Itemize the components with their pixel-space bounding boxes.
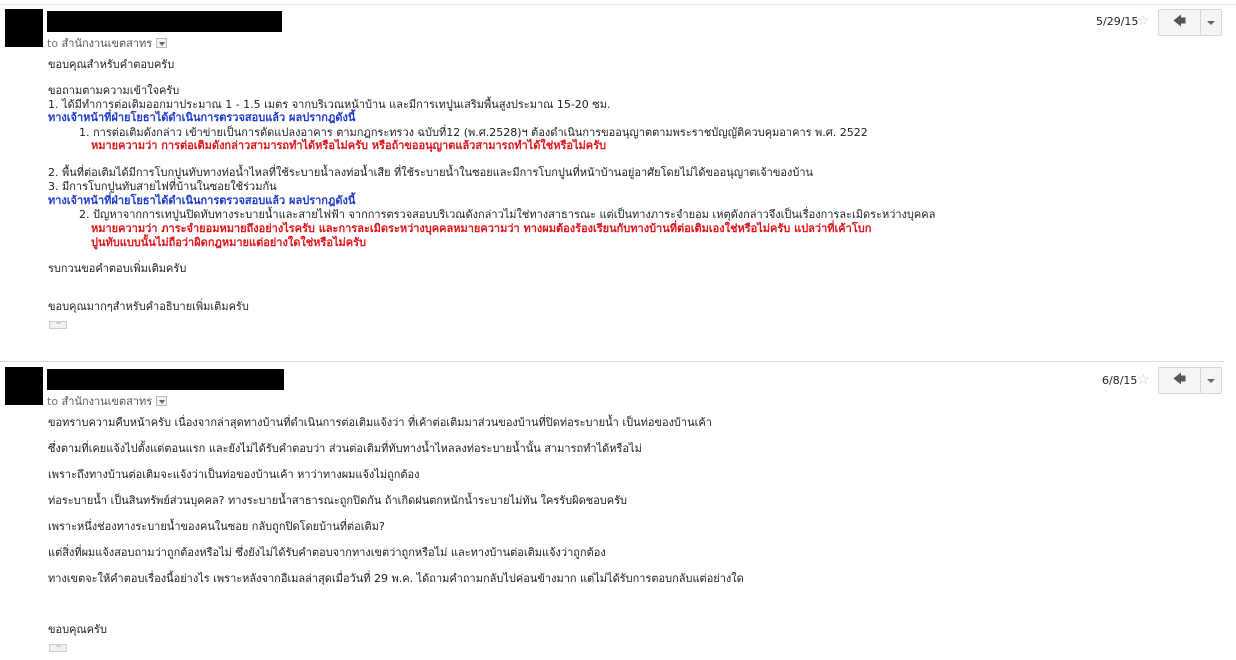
question-highlight-red: ปูนทับแบบนั้นไม่ถือว่าผิดกฎหมายแต่อย่างใดใช่หรือไม่ครับ (91, 236, 366, 249)
body-line: ขอบคุณสำหรับคำตอบครับ (48, 58, 175, 71)
top-border (0, 4, 1236, 5)
show-trimmed-content-button[interactable]: ··· (49, 644, 67, 652)
reply-arrow-icon: 🡄 (1172, 371, 1187, 387)
star-icon[interactable]: ☆ (1137, 13, 1150, 29)
message-date: 6/8/15 (1102, 374, 1138, 387)
question-highlight-red: หมายความว่า การต่อเติมดังกล่าวสามารถทำได้หรือไม่ครับ หรือถ้าขออนุญาตแล้วสามารถทำได้ใช่หรือไม่ครับ (91, 139, 606, 152)
reply-arrow-icon: 🡄 (1172, 13, 1187, 29)
body-line: เพราะถึงทางบ้านต่อเติมจะแจ้งว่าเป็นท่อของบ้านเค้า หาว่าทางผมแจ้งไม่ถูกต้อง (48, 468, 420, 481)
chevron-down-icon (1207, 21, 1215, 25)
message-divider (0, 361, 1224, 362)
reply-button[interactable] (1158, 9, 1201, 36)
message-date: 5/29/15 (1096, 15, 1139, 28)
body-line: ขอบคุณมากๆสำหรับคำอธิบายเพิ่มเติมครับ (48, 300, 249, 313)
to-label: to (47, 395, 59, 408)
recipient-name: สำนักงานเขตสาทร (61, 395, 153, 408)
star-icon[interactable]: ☆ (1137, 372, 1150, 388)
reply-highlight-blue: ทางเจ้าหน้าที่ฝ่ายโยธาได้ดำเนินการตรวจสอบแล้ว ผลปรากฎดังนี้ (48, 111, 356, 124)
body-line: 2. พื้นที่ต่อเติมได้มีการโบกปูนทับทางท่อน้ำไหลที่ใช้ระบายน้ำลงท่อน้ำเสีย ที่ใช้ระบายน้ำในซอยและมีการโบกปูนที่หน้าบ้านอยู่อาศัยโดยไม่ได้ขออนุญาตเจ้าของบ้าน (48, 166, 814, 179)
chevron-down-icon (1207, 379, 1215, 383)
body-line: เพราะหนึ่งช่องทางระบายน้ำของคนในซอย กลับถูกปิดโดยบ้านที่ต่อเติม? (48, 520, 385, 533)
sender-avatar (5, 9, 43, 47)
body-line: รบกวนขอคำตอบเพิ่มเติมครับ (48, 262, 187, 275)
show-trimmed-content-button[interactable]: ··· (49, 321, 67, 329)
body-line: แต่สิ่งที่ผมแจ้งสอบถามว่าถูกต้องหรือไม่ ซึ่งยังไม่ได้รับคำตอบจากทางเขตว่าถูกหรือไม่ และทางบ้านต่อเติมแจ้งว่าถูกต้อง (48, 546, 606, 559)
body-line: ทางเขตจะให้คำตอบเรื่องนี้อย่างไร เพราะหลังจากอีเมลล่าสุดเมื่อวันที่ 29 พ.ค. ได้ถามคำถามกลับไปค่อนข้างมาก แต่ไม่ได้รับการตอบกลับแต่อย่างใด (48, 572, 744, 585)
body-line: ขอถามตามความเข้าใจครับ (48, 84, 180, 97)
more-options-button[interactable] (1201, 9, 1222, 36)
body-line: 2. ปัญหาจากการเทปูนปิดทับทางระบายน้ำและสายไฟฟ้า จากการตรวจสอบบริเวณดังกล่าวไม่ใช่ทางสาธารณะ แต่เป็นทางภาระจำยอม เหตุดังกล่าวจึงเป็นเรื่องการละเมิดระหว่างบุคคล (79, 208, 936, 221)
recipient-details-dropdown-icon[interactable] (156, 396, 167, 406)
sender-avatar (5, 367, 43, 405)
reply-button[interactable] (1158, 367, 1201, 394)
redacted-sender-name (47, 11, 282, 32)
body-line: ท่อระบายน้ำ เป็นสินทรัพย์ส่วนบุคคล? ทางระบายน้ำสาธารณะถูกปิดกัน ถ้าเกิดฝนตกหนักน้ำระบายไม่ทัน ใครรับผิดชอบครับ (48, 494, 628, 507)
recipient-line[interactable] (47, 392, 167, 410)
to-label: to (47, 37, 59, 50)
reply-highlight-blue: ทางเจ้าหน้าที่ฝ่ายโยธาได้ดำเนินการตรวจสอบแล้ว ผลปรากฎดังนี้ (48, 194, 356, 207)
question-highlight-red: หมายความว่า ภาระจำยอมหมายถึงอย่างไรครับ และการละเมิดระหว่างบุคคลหมายความว่า ทางผมต้องร้องเรียนกับทางบ้านที่ต่อเติมเองใช่หรือไม่ครับ แปลว่าที่เค้าโบก (91, 222, 872, 235)
body-line: 1. ได้มีทำการต่อเติมออกมาประมาณ 1 - 1.5 เมตร จากบริเวณหน้าบ้าน และมีการเทปูนเสริมพื้นสูงประมาณ 15-20 ซม. (48, 98, 611, 111)
body-line: 1. การต่อเติมดังกล่าว เข้าข่ายเป็นการดัดแปลงอาคาร ตามกฎกระทรวง ฉบับที่12 (พ.ศ.2528)ฯ ต้องดำเนินการขออนุญาตตามพระราชบัญญัติควบคุมอาคาร พ.ศ. 2522 (79, 126, 868, 139)
redacted-sender-name (47, 369, 284, 390)
recipient-line[interactable] (47, 34, 167, 52)
recipient-details-dropdown-icon[interactable] (156, 38, 167, 48)
body-line: ซึ่งตามที่เคยแจ้งไปตั้งแต่ตอนแรก และยังไม่ได้รับคำตอบว่า ส่วนต่อเติมที่ทับทางน้ำไหลลงท่อระบายน้ำนั้น สามารถทำได้หรือไม่ (48, 442, 642, 455)
body-line: ขอทราบความคืบหน้าครับ เนื่องจากล่าสุดทางบ้านที่ดำเนินการต่อเติมแจ้งว่า ที่เค้าต่อเติมมาส่วนของบ้านที่ปิดท่อระบายน้ำ เป็นท่อของบ้านเค้า (48, 416, 712, 429)
body-line: 3. มีการโบกปูนทับสายไฟที่บ้านในซอยใช้ร่วมกัน (48, 180, 277, 193)
recipient-name: สำนักงานเขตสาทร (61, 37, 153, 50)
more-options-button[interactable] (1201, 367, 1222, 394)
body-line: ขอบคุณครับ (48, 623, 107, 636)
